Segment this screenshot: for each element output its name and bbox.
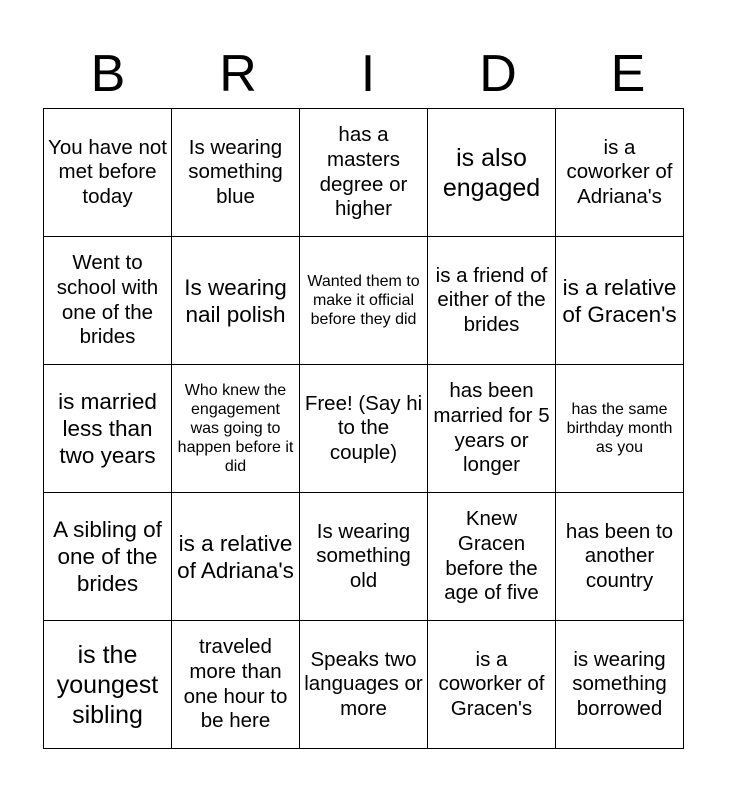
bingo-grid <box>43 108 684 749</box>
bingo-cell: Knew Gracen before the age of five <box>428 493 556 621</box>
bingo-cell: A sibling of one of the brides <box>44 493 172 621</box>
bingo-cell: is married less than two years <box>44 365 172 493</box>
header-letter: D <box>479 45 517 103</box>
header-letter: R <box>219 45 257 103</box>
header-letter: B <box>90 45 126 103</box>
bingo-cell: is a friend of either of the brides <box>428 237 556 365</box>
bingo-cell free-space: Free! (Say hi to the couple) <box>300 365 428 493</box>
bingo-cell: has the same birthday month as you <box>556 365 684 493</box>
bingo-cell: is a relative of Gracen's <box>556 237 684 365</box>
bingo-cell: You have not met before today <box>44 109 172 237</box>
bingo-cell: is also engaged <box>428 109 556 237</box>
header-letter: I <box>360 45 376 103</box>
bingo-cell: has a masters degree or higher <box>300 109 428 237</box>
bingo-cell: Went to school with one of the brides <box>44 237 172 365</box>
table-row <box>44 365 684 493</box>
bingo-cell: is a relative of Adriana's <box>172 493 300 621</box>
bingo-cell: is wearing something borrowed <box>556 621 684 749</box>
table-row <box>44 621 684 749</box>
bingo-cell: has been married for 5 years or longer <box>428 365 556 493</box>
table-row <box>44 493 684 621</box>
bingo-cell: Wanted them to make it official before they did <box>300 237 428 365</box>
bingo-header <box>43 40 693 108</box>
bingo-cell: Who knew the engagement was going to happen before it did <box>172 365 300 493</box>
bingo-cell: has been to another country <box>556 493 684 621</box>
bingo-cell: is a coworker of Gracen's <box>428 621 556 749</box>
bingo-cell: is a coworker of Adriana's <box>556 109 684 237</box>
bingo-cell: is the youngest sibling <box>44 621 172 749</box>
table-row <box>44 237 684 365</box>
bingo-cell: Is wearing something blue <box>172 109 300 237</box>
bingo-cell: Is wearing something old <box>300 493 428 621</box>
bingo-cell: traveled more than one hour to be here <box>172 621 300 749</box>
bingo-cell: Speaks two languages or more <box>300 621 428 749</box>
bingo-cell: Is wearing nail polish <box>172 237 300 365</box>
header-letter: E <box>610 45 646 103</box>
table-row <box>44 109 684 237</box>
